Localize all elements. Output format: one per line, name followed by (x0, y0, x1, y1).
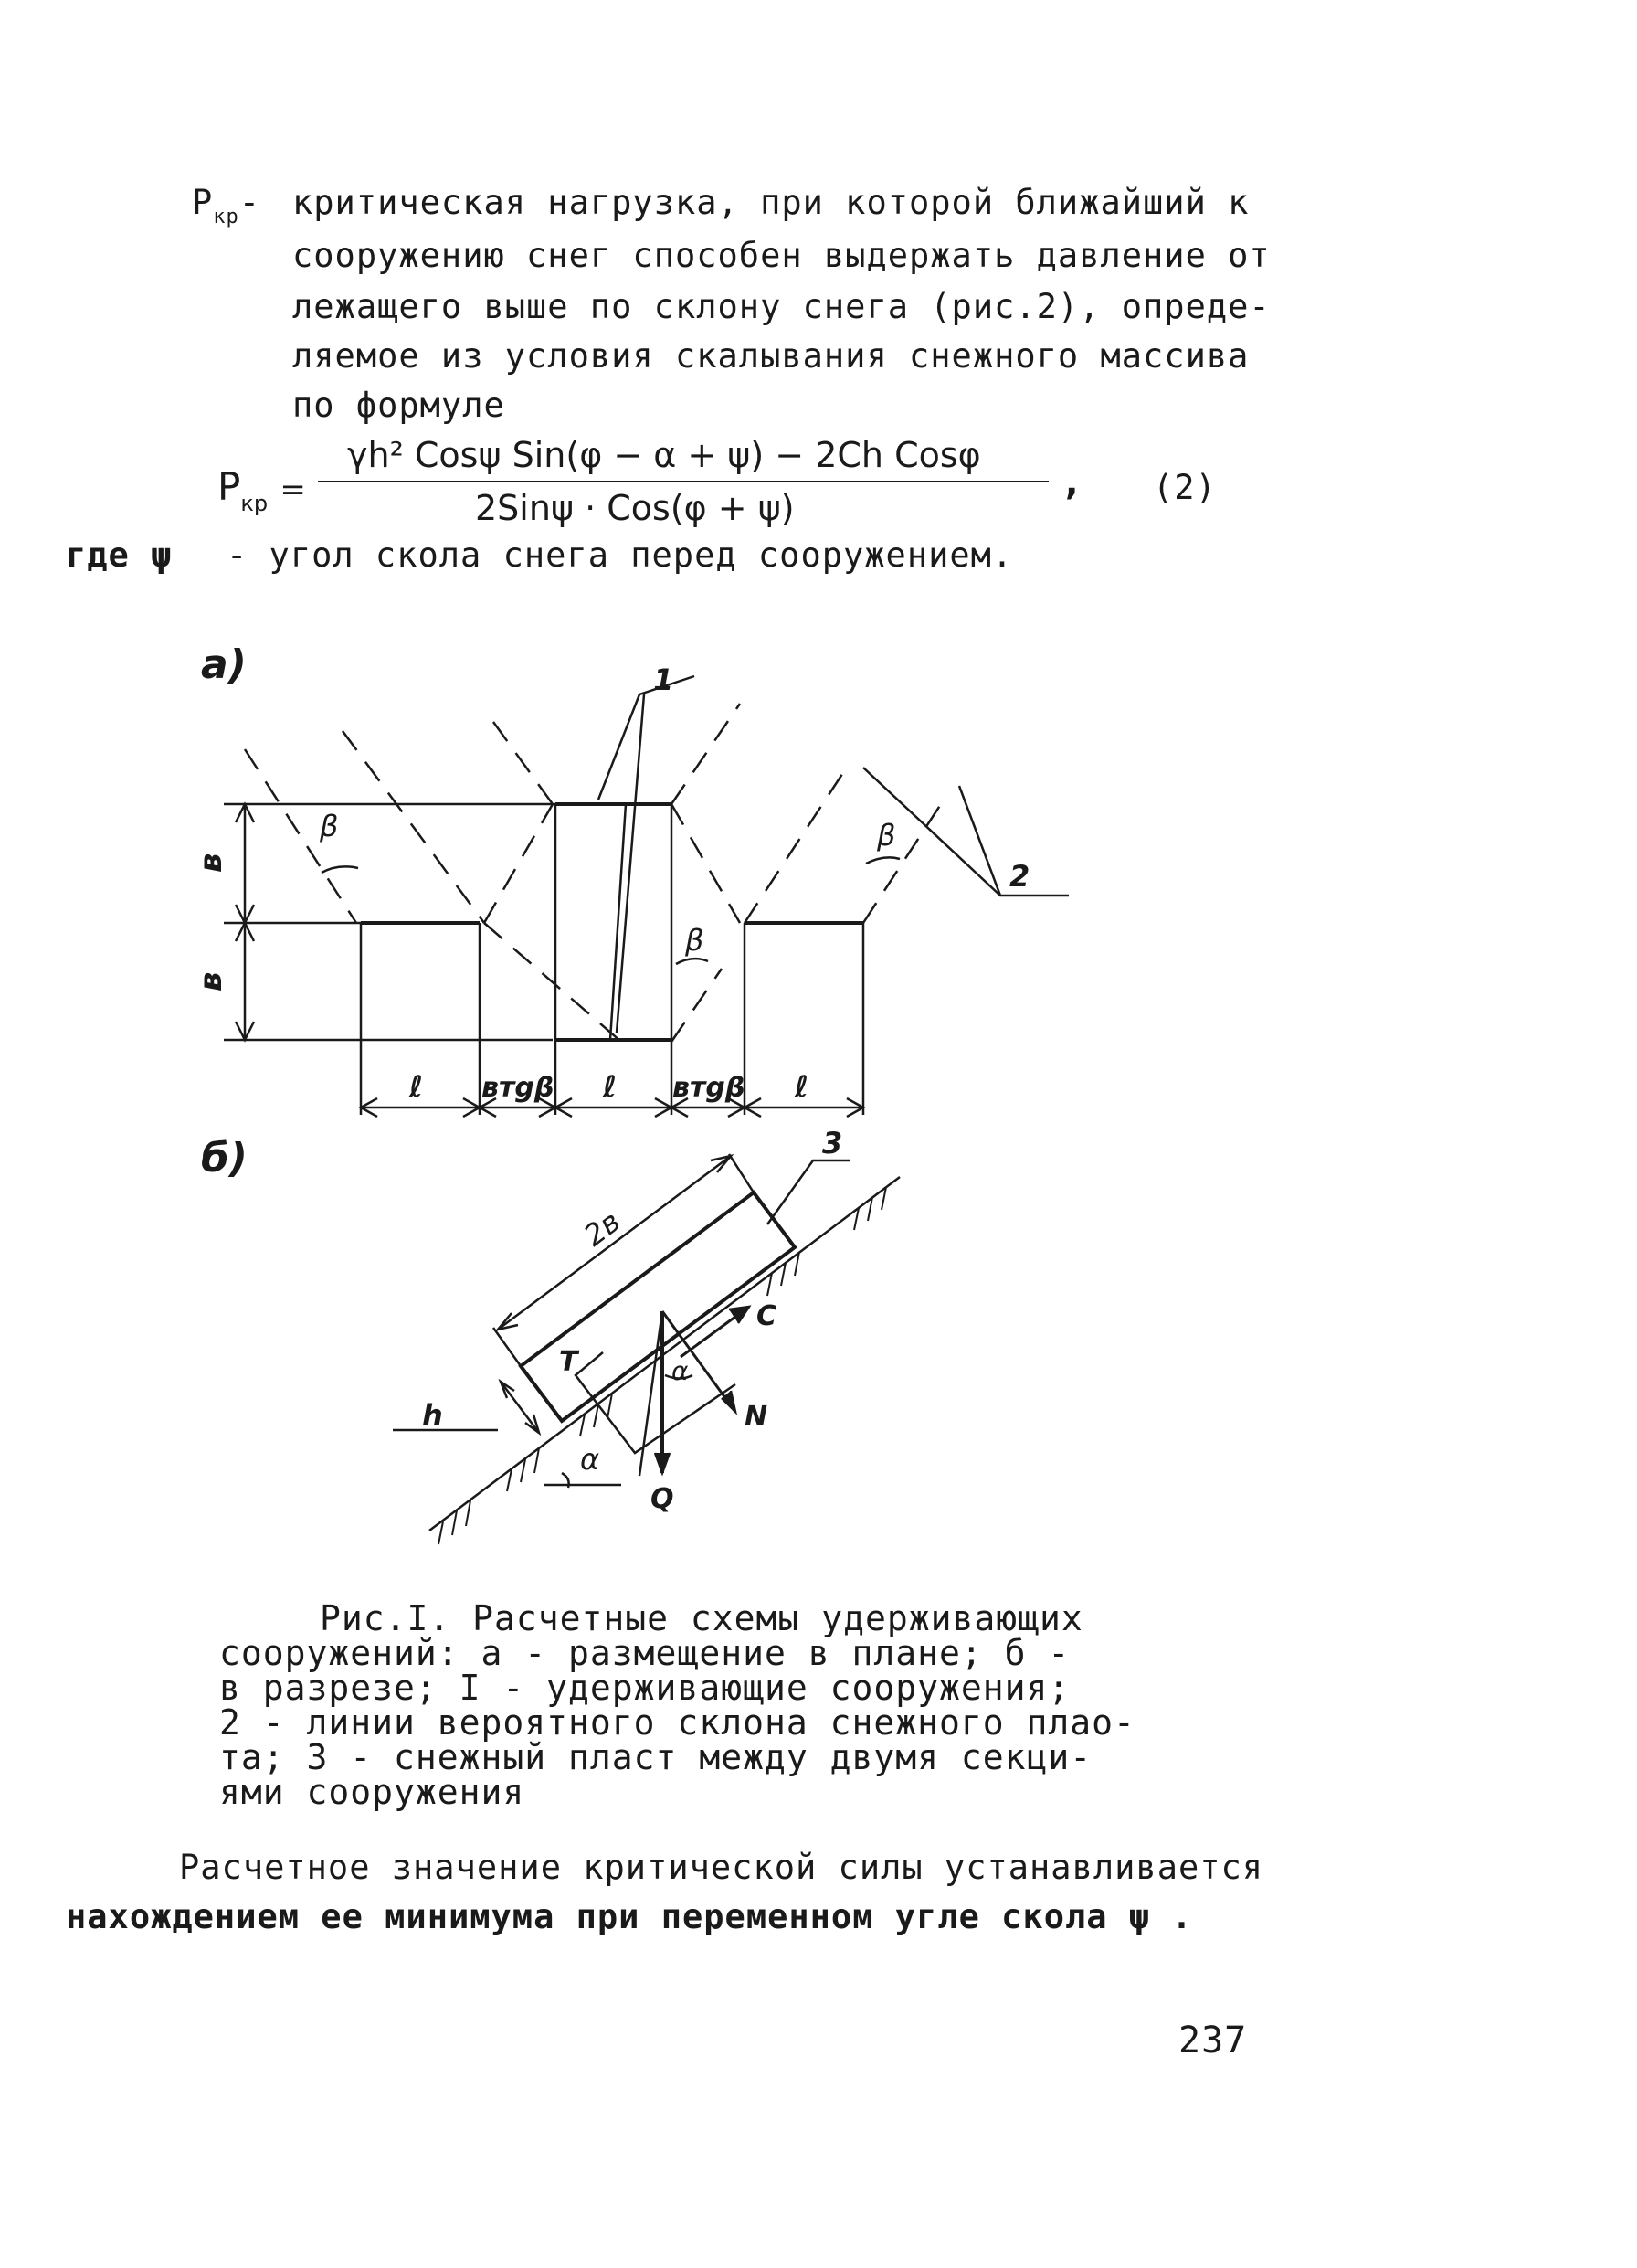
label-a: а) (201, 641, 247, 688)
beta-1: β (320, 809, 339, 843)
pkr-symbol: $P_{кр}-$ (192, 183, 261, 228)
page-number: 237 (1178, 2019, 1248, 2061)
dim-l-3: ℓ (795, 1069, 809, 1104)
formula-lhs: $P_{кр}$ = (217, 464, 306, 516)
formula-denominator: 2Sinψ · Cos(φ + ψ) (475, 488, 795, 528)
label-one: 1 (653, 662, 674, 697)
dim-l-2: ℓ (603, 1069, 618, 1104)
caption-line-5: та; 3 - снежный пласт между двумя секци- (219, 1737, 1093, 1777)
dim-b-bottom: в (193, 971, 229, 991)
formula-numerator: γh² Cosψ Sin(φ − α + ψ) − 2Ch Cosφ (347, 435, 981, 475)
caption-line-1: Рис.I. Расчетные схемы удерживающих (320, 1598, 1083, 1638)
dim-btg-2: втgβ (672, 1072, 745, 1104)
paragraph2-line-2: нахождением ее минимума при переменном угле скола ψ . (66, 1897, 1193, 1936)
paragraph1-line-4: ляемое из условия скалывания снежного массива (292, 336, 1250, 376)
caption-line-6: ями сооружения (219, 1772, 525, 1812)
where-lead: где ψ (66, 535, 173, 575)
beta-3: β (877, 818, 896, 853)
dim-btg-1: втgβ (481, 1072, 554, 1104)
dim-b-top: в (193, 853, 229, 873)
label-alpha-slope: α (580, 1442, 600, 1477)
paragraph1-line-5: по формуле (292, 386, 505, 425)
label-b: б) (201, 1135, 248, 1182)
paragraph1-line-3: лежащего выше по склону снега (рис.2), опреде- (292, 287, 1271, 326)
label-two: 2 (1009, 859, 1030, 894)
dim-2b: 2в (576, 1203, 628, 1254)
paragraph2-line-1: Расчетное значение критической силы устанавливается (179, 1848, 1264, 1887)
caption-line-2: сооружений: а - размещение в плане; б - (219, 1633, 1071, 1673)
label-N: N (745, 1401, 768, 1433)
caption-line-4: 2 - линии вероятного склона снежного плаo- (219, 1702, 1135, 1743)
label-three: 3 (822, 1126, 843, 1160)
paragraph1-line-2: сооружению снег способен выдержать давление от (292, 236, 1271, 275)
dim-l-1: ℓ (409, 1069, 424, 1104)
label-Q: Q (650, 1483, 674, 1515)
label-C: C (756, 1300, 777, 1332)
caption-line-3: в разрезе; I - удерживающие сооружения; (219, 1668, 1071, 1708)
where-text: - угол скола снега перед сооружением. (227, 535, 1014, 575)
label-alpha-force: α (671, 1356, 689, 1386)
paragraph1-line-1: критическая нагрузка, при которой ближайший к (292, 183, 1250, 222)
beta-2: β (685, 923, 704, 958)
formula-comma: , (1065, 462, 1079, 503)
label-T: T (559, 1346, 578, 1378)
formula-number: (2) (1153, 468, 1217, 507)
label-h: h (422, 1398, 443, 1433)
